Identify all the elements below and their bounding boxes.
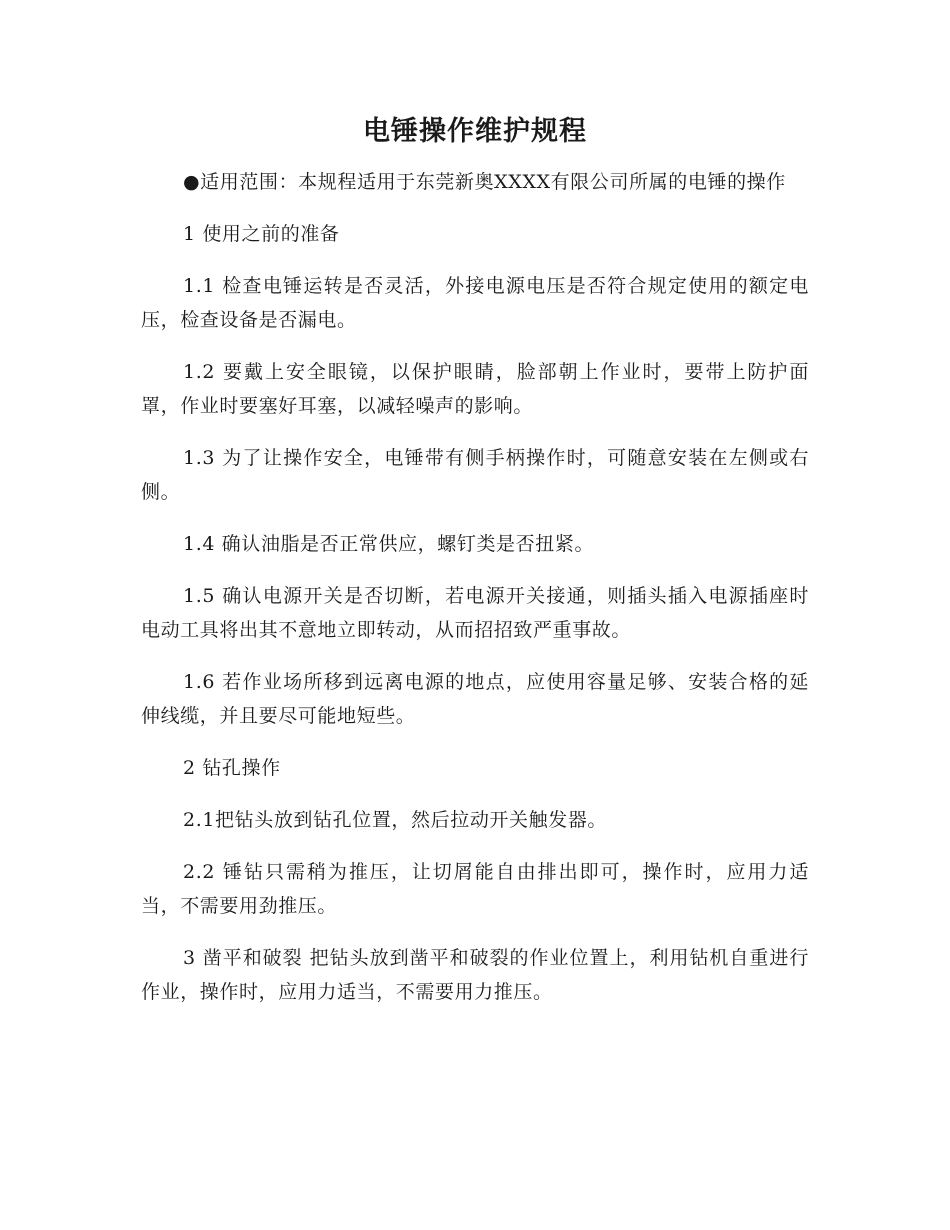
section-heading-drilling: 2 钻孔操作 [183,757,281,779]
paragraph-2-1: 2.1把钻头放到钻孔位置，然后拉动开关触发器。 [183,809,608,831]
paragraph-3: 3 凿平和破裂 把钻头放到凿平和破裂的作业位置上，利用钻机自重进行作业，操作时，应用力适当，不需要用力推压。 [141,947,809,1003]
paragraph-1-2: 1.2 要戴上安全眼镜，以保护眼睛，脸部朝上作业时，要带上防护面罩，作业时要塞好耳塞，以减轻噪声的影响。 [141,361,809,417]
paragraph-2-2: 2.2 锤钻只需稍为推压，让切屑能自由排出即可，操作时，应用力适当，不需要用劲推压。 [141,861,809,917]
paragraph-1-4: 1.4 确认油脂是否正常供应，螺钉类是否扭紧。 [183,533,595,555]
paragraph-1-1: 1.1 检查电锤运转是否灵活，外接电源电压是否符合规定使用的额定电压，检查设备是否漏电。 [141,275,809,331]
paragraph-1-5: 1.5 确认电源开关是否切断，若电源开关接通，则插头插入电源插座时电动工具将出其不意地立即转动，从而招招致严重事故。 [141,585,809,641]
paragraph-1-3: 1.3 为了让操作安全，电锤带有侧手柄操作时，可随意安装在左侧或右侧。 [141,447,809,503]
section-heading-preparation: 1 使用之前的准备 [183,223,340,245]
paragraph-1-6: 1.6 若作业场所移到远离电源的地点，应使用容量足够、安装合格的延伸线缆，并且要尽可能地短些。 [141,671,809,727]
document-body [141,165,809,1027]
document-title: 电锤操作维护规程 [363,116,587,147]
scope-paragraph: ●适用范围：本规程适用于东莞新奥XXXX有限公司所属的电锤的操作 [183,171,786,193]
